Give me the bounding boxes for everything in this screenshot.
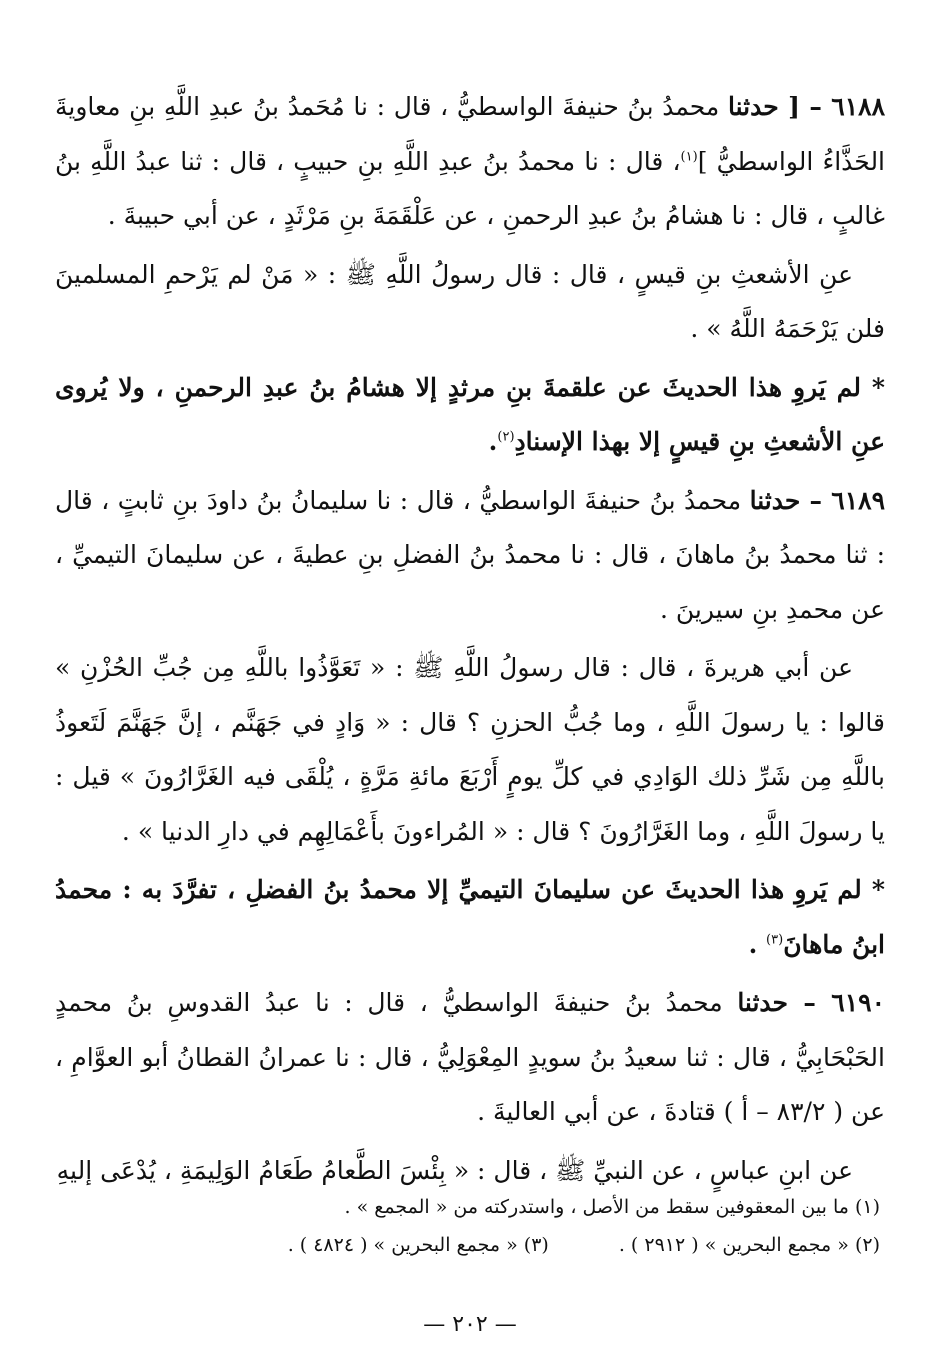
paragraph [55,863,885,972]
page-number: — ٢٠٢ — [423,1312,517,1337]
paragraph [55,641,885,859]
text-run: محمدُ بنُ حنيفةَ الواسطيُّ ، قال : نا عبدُ القدوسِ بنُ محمدٍ الحَبْحَابِيُّ ، قال : ثنا سعيدُ بنُ سويدٍ المِعْوَلِيُّ ، قال : نا عمرانُ القطانُ أبو العوَّامِ ، عن ( ٨٣/٢ – أ ) قتادةَ ، عن أبي العاليةَ . [55,988,885,1126]
paragraph [55,248,885,357]
paragraph [55,361,885,470]
text-run: . [748,929,767,959]
text-run: ، قال : نا محمدُ بنُ عبدِ اللَّهِ بنِ حبيبٍ ، قال : ثنا عبدُ اللَّهِ بنُ غالبٍ ، قال : نا هشامُ بنُ عبدِ الرحمنِ ، عن عَلْقَمَةَ بنِ مَرْثَدٍ ، عن أبي حبيبةَ . [55,146,885,230]
text-run: ٦١٩٠ – حدثنا [737,988,885,1017]
footnote-1: (١) ما بين المعقوفين سقط من الأصل ، واستدركته من « المجمع » . [344,1196,880,1218]
text-run: عن ابنِ عباسٍ ، عن النبيِّ ﷺ ، قال : « بِئْسَ الطَّعامُ طَعَامُ الوَلِيمَةِ ، يُدْعَى إليهِ [56,1155,853,1185]
text-run: ٦١٨٩ – حدثنا [749,485,885,515]
text-run: عن أبي هريرةَ ، قال : قال رسولُ اللَّهِ ﷺ : « تَعَوَّذُوا باللَّهِ مِن جُبِّ الحُزْنِ » قالوا : يا رسولَ اللَّهِ ، وما جُبُّ الحزنِ ؟ قال : « وَادٍ في جَهَنَّم ، إنَّ جَهَنَّمَ لَتَعوذُ باللَّهِ مِن شَرِّ ذلك الوَادِي في كلِّ يومٍ أَرْبَعَ مائةِ مَرَّةٍ ، يُلْقَى فيه الغَرَّارُونَ » قيل : يا رسولَ اللَّهِ ، وما الغَرَّارُونَ ؟ قال : « المُراءونَ بأَعْمَالِهِم في دارِ الدنيا » . [55,653,885,846]
text-run: * لم يَروِ هذا الحديثَ عن سليمانَ التيميِّ إلا محمدُ بنُ الفضلِ ، تفرَّدَ به : محمدُ ابنُ ماهانَ [55,875,885,959]
text-run: محمدُ بنُ حنيفةَ الواسطيُّ ، قال : نا مُحَمدُ بنُ عبدِ اللَّهِ بنِ معاويةَ الحَذَّاءُ الواسطيُّ ] [55,92,886,176]
footnote-3: (٣) « مجمع البحرين » ( ٤٨٢٤ ) . [287,1234,549,1256]
footnote-row-2 [70,1226,880,1264]
text-run: * لم يَروِ هذا الحديثَ عن علقمةَ بنِ مرثدٍ إلا هشامُ بنُ عبدِ الرحمنِ ، ولا يُروى عنِ الأشعثِ بنِ قيسٍ إلا بهذا الإسنادِ [55,372,885,456]
text-run: عنِ الأشعثِ بنِ قيسٍ ، قال : قال رسولُ اللَّهِ ﷺ : « مَنْ لم يَرْحمِ المسلمينَ فلن يَرْحَمَهُ اللَّهُ » . [55,259,885,343]
footnote-marker: (٣) [766,932,784,948]
footnote-marker: (٢) [497,429,515,445]
text-run: . [488,427,498,456]
footnotes [70,1188,880,1264]
footnote-marker: (١) [680,149,698,165]
text-run: ٦١٨٨ – [ حدثنا [727,92,885,121]
text-run: محمدُ بنُ حنيفةَ الواسطيُّ ، قال : نا سليمانُ بنُ داودَ بنِ ثابتٍ ، قال : ثنا محمدُ بنُ ماهانَ ، قال : نا محمدُ بنُ الفضلِ بنِ عطيةَ ، عن سليمانَ التيميِّ ، عن محمدِ بنِ سيرينَ . [55,485,885,624]
paragraph [55,976,885,1140]
paragraph [55,80,885,244]
page-body [55,80,885,1202]
footnote-2: (٢) « مجمع البحرين » ( ٢٩١٢ ) . [618,1234,880,1256]
paragraph [55,474,885,638]
